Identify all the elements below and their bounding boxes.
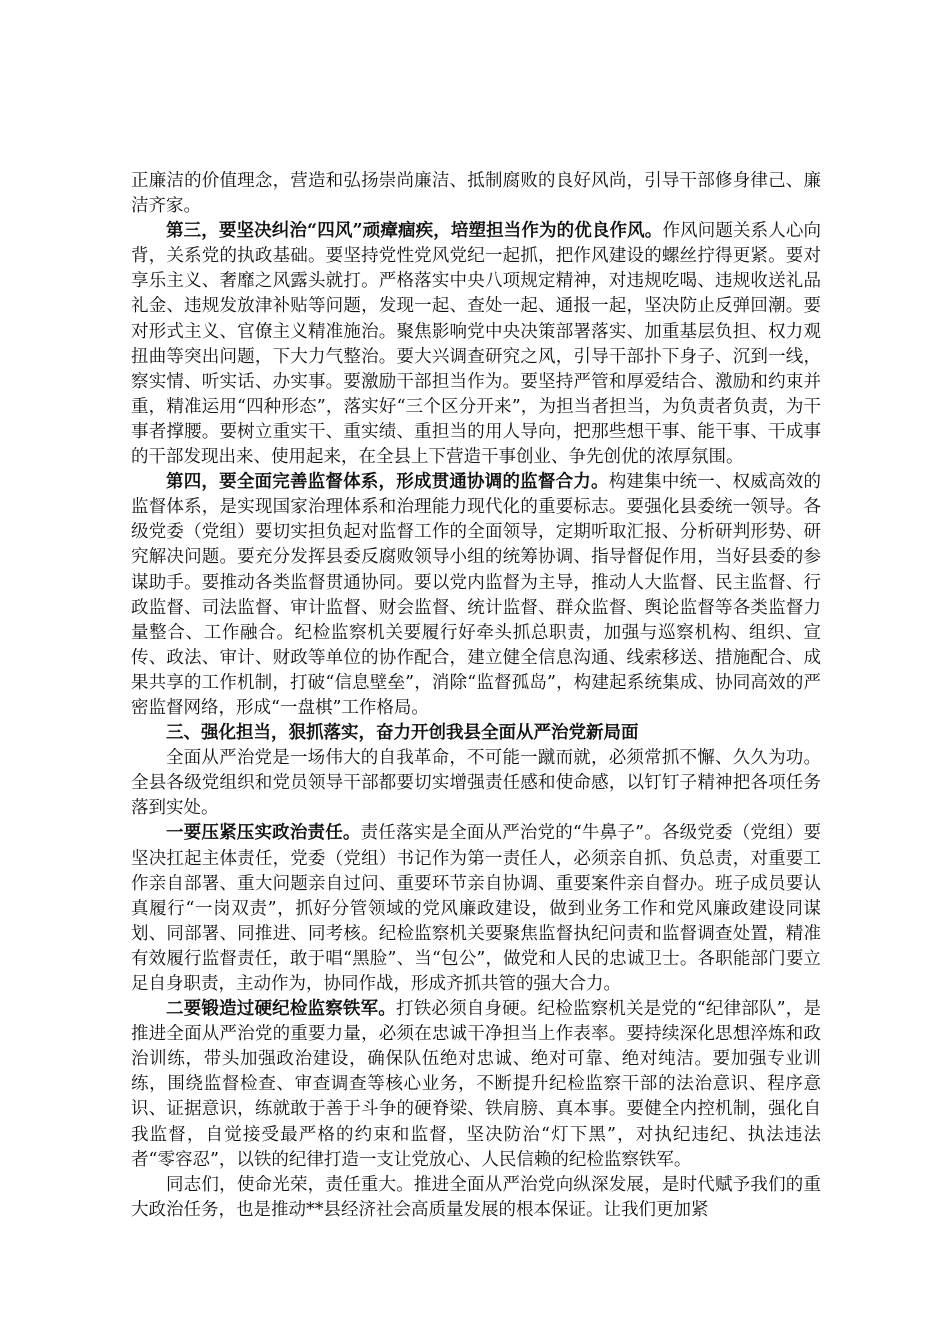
paragraph-lead-bold: 第四，要全面完善监督体系，形成贯通协调的监督合力。 xyxy=(166,472,609,493)
section-heading: 三、强化担当，狠抓落实，奋力开创我县全面从严治党新局面 xyxy=(166,723,639,744)
document-page xyxy=(131,169,821,1223)
paragraph-lead-bold: 一要压紧压实政治责任。 xyxy=(166,823,361,844)
paragraph-discipline-team xyxy=(131,997,821,1173)
paragraph-body: 责任落实是全面从严治党的“牛鼻子”。各级党委（党组）要坚决扛起主体责任，党委（党组）书记作为第一责任人，必须亲自抓、负总责，对重要工作亲自部署、重大问题亲自过问、重要环节亲自协调、重要案件亲自督办。班子成员要认真履行“一岗双责”，抓好分管领域的党风廉政建设，做到业务工作和党风廉政建设同谋划、同部署、同推进、同考核。纪检监察机关要聚焦监督执纪问责和监督调查处置，精准有效履行监督责任，敢于唱“黑脸”、当“包公”，做党和人民的忠诚卫士。各职能部门要立足自身职责，主动作为，协同作战，形成齐抓共管的强大合力。 xyxy=(131,823,821,994)
paragraph-body: 构建集中统一、权威高效的监督体系，是实现国家治理体系和治理能力现代化的重要标志。要强化县委统一领导。各级党委（党组）要切实担负起对监督工作的全面领导，定期听取汇报、分析研判形势、研究解决问题。要充分发挥县委反腐败领导小组的统筹协调、指导督促作用，当好县委的参谋助手。要推动各类监督贯通协同。要以党内监督为主导，推动人大监督、民主监督、行政监督、司法监督、审计监督、财会监督、统计监督、群众监督、舆论监督等各类监督力量整合、工作融合。纪检监察机关要履行好牵头抓总职责，加强与巡察机构、组织、宣传、政法、审计、财政等单位的协作配合，建立健全信息沟通、线索移送、措施配合、成果共享的工作机制，打破“信息壁垒”，消除“监督孤岛”，构建起系统集成、协同高效的严密监督网络，形成“一盘棋”工作格局。 xyxy=(131,472,822,718)
paragraph-lead-bold: 二要锻造过硬纪检监察铁军。 xyxy=(166,999,396,1020)
paragraph-lead-bold: 第三，要坚决纠治“四风”顽瘴痼疾，培塑担当作为的优良作风。 xyxy=(166,221,663,242)
paragraph-continuation: 正廉洁的价值理念，营造和弘扬崇尚廉洁、抵制腐败的良好风尚，引导干部修身律己、廉洁齐家。 xyxy=(131,171,821,217)
paragraph-political-responsibility xyxy=(131,821,821,997)
paragraph-third-point xyxy=(131,219,821,470)
paragraph-body: 打铁必须自身硬。纪检监察机关是党的“纪律部队”，是推进全面从严治党的重要力量，必须在忠诚干净担当上作表率。要持续深化思想淬炼和政治训练，带头加强政治建设，确保队伍绝对忠诚、绝对可靠、绝对纯洁。要加强专业训练，围绕监督检查、审查调查等核心业务，不断提升纪检监察干部的法治意识、程序意识、证据意识，练就敢于善于斗争的硬脊梁、铁肩膀、真本事。要健全内控机制，强化自我监督，自觉接受最严格的约束和监督，坚决防治“灯下黑”，对执纪违纪、执法违法者“零容忍”，以铁的纪律打造一支让党放心、人民信赖的纪检监察铁军。 xyxy=(131,999,821,1170)
paragraph-fourth-point xyxy=(131,470,821,721)
paragraph-intro: 全面从严治党是一场伟大的自我革命，不可能一蹴而就，必须常抓不懈、久久为功。全县各级党组织和党员领导干部都要切实增强责任感和使命感，以钉钉子精神把各项任务落到实处。 xyxy=(131,748,821,819)
paragraph-body: 作风问题关系人心向背，关系党的执政基础。要坚持党性党风党纪一起抓，把作风建设的螺丝拧得更紧。要对享乐主义、奢靡之风露头就打。严格落实中央八项规定精神，对违规吃喝、违规收送礼品礼金、违规发放津补贴等问题，发现一起、查处一起、通报一起，坚决防止反弹回潮。要对形式主义、官僚主义精准施治。聚焦影响党中央决策部署落实、加重基层负担、权力观扭曲等突出问题，下大力气整治。要大兴调查研究之风，引导干部扑下身子、沉到一线，察实情、听实话、办实事。要激励干部担当作为。要坚持严管和厚爱结合、激励和约束并重，精准运用“四种形态”，落实好“三个区分开来”，为担当者担当，为负责者负责，为干事者撑腰。要树立重实干、重实绩、重担当的用人导向，把那些想干事、能干事、干成事的干部发现出来、使用起来，在全县上下营造干事创业、争先创优的浓厚氛围。 xyxy=(131,221,822,468)
paragraph-closing: 同志们，使命光荣，责任重大。推进全面从严治党向纵深发展，是时代赋予我们的重大政治任务，也是推动**县经济社会高质量发展的根本保证。让我们更加紧 xyxy=(131,1174,821,1220)
